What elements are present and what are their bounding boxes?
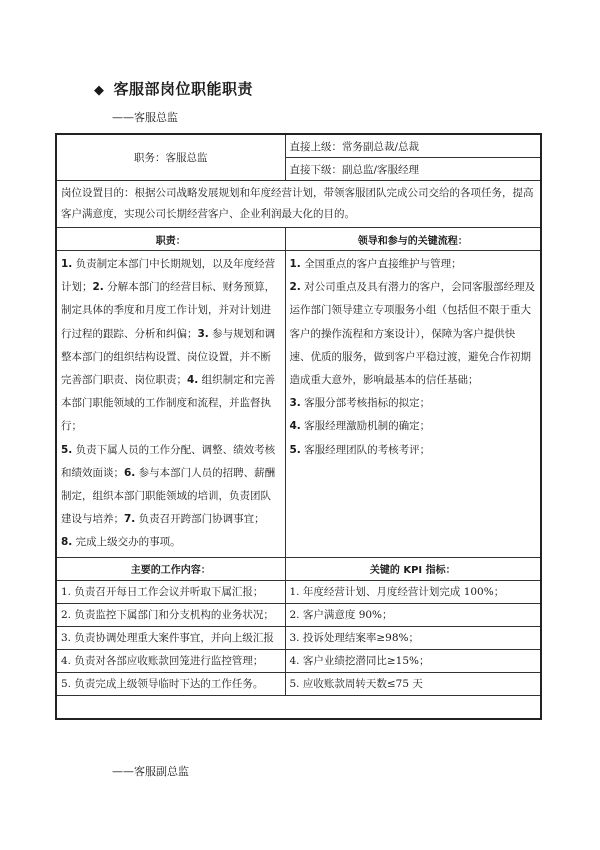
flow-text: 全国重点的客户直接维护与管理； <box>300 258 462 270</box>
work-item: 4. 负责对各部应收账款回笼进行监控管理； <box>56 649 285 672</box>
flow-item <box>290 392 537 415</box>
flow-number: 3. <box>289 397 301 410</box>
flow-text: 客服经理激励机制的确定； <box>300 420 431 433</box>
position-purpose: 岗位设置目的：根据公司战略发展规划和年度经营计划，带领客服团队完成公司交给的各项任务，提高客户满意度，实现公司长期经营客户、企业利润最大化的目的。 <box>56 181 541 228</box>
next-section-subtitle: ——客服副总监 <box>112 765 189 778</box>
duty-text: 组织制定和完善本部门职能领域的工作制度和流程，并监督执行； <box>61 374 276 433</box>
duty-text: 负责下属人员的工作分配、调整、绩效考核和绩效面谈； <box>61 443 276 479</box>
flow-item <box>290 415 537 438</box>
flow-text: 客服经理团队的考核考评； <box>300 443 431 456</box>
position-cell: 职务：客服总监 <box>56 134 285 181</box>
flow-item <box>290 439 537 462</box>
duty-number: 2. <box>92 281 104 294</box>
duty-text: 参与规划和调整本部门的组织结构设置、岗位设置，并不断完善部门职责、岗位职责； <box>61 327 276 387</box>
duties-header: 职责： <box>56 228 285 251</box>
flows-header: 领导和参与的关键流程： <box>285 228 541 251</box>
flow-number: 1. <box>289 258 301 270</box>
flow-number: 2. <box>289 281 301 294</box>
direct-superior-cell: 直接上级：常务副总裁/总裁 <box>285 134 541 158</box>
section-subtitle: ——客服总监 <box>112 111 178 124</box>
work-item: 1. 负责召开每日工作会议并听取下属汇报； <box>56 580 285 603</box>
duty-item <box>61 536 181 548</box>
kpi-item: 5. 应收账款周转天数≤75 天 <box>285 672 541 695</box>
kpi-item: 1. 年度经营计划、月度经营计划完成 100%； <box>285 580 541 603</box>
duty-number: 6. <box>124 466 136 479</box>
duty-number: 7. <box>124 513 136 526</box>
duty-text: 负责召开跨部门协调事宜； <box>135 513 265 526</box>
work-item: 2. 负责监控下属部门和分支机构的业务状况； <box>56 603 285 626</box>
duty-text: 分解本部门的经营目标、财务预算，制定具体的季度和月度工作计划，并对计划进行过程的跟踪、分析和纠偏； <box>61 281 276 340</box>
flow-number: 4. <box>289 420 301 433</box>
work-item: 3. 负责协调处理重大案件事宜，并向上级汇报 <box>56 626 285 649</box>
duty-number: 1. <box>61 258 73 270</box>
work-item: 5. 负责完成上级领导临时下达的工作任务。 <box>56 672 285 695</box>
direct-subordinate-cell: 直接下级：副总监/客服经理 <box>285 158 541 181</box>
duty-text: 负责制定本部门中长期规划，以及年度经营计划； <box>61 258 276 294</box>
diamond-bullet-icon: ◆ <box>94 83 105 98</box>
duty-text: 参与本部门人员的招聘、薪酬制定，组织本部门职能领域的培训，负责团队建设与培养； <box>61 466 276 526</box>
work-content-header: 主要的工作内容： <box>56 557 285 580</box>
kpi-header: 关键的 KPI 指标： <box>285 557 541 580</box>
duty-item <box>124 513 265 525</box>
job-description-table <box>55 133 542 720</box>
flows-cell <box>285 251 541 558</box>
duty-number: 4. <box>187 374 199 387</box>
page-title-text: 客服部岗位职能职责 <box>113 80 254 98</box>
duty-number: 8. <box>61 536 73 549</box>
flow-number: 5. <box>289 443 301 456</box>
duty-text: 完成上级交办的事项。 <box>72 536 181 549</box>
duties-list <box>61 253 281 555</box>
kpi-item: 2. 客户满意度 90%； <box>285 603 541 626</box>
empty-trailing-row <box>56 695 541 719</box>
kpi-item: 3. 投诉处理结案率≥98%； <box>285 626 541 649</box>
duty-number: 3. <box>197 327 209 340</box>
flow-text: 客服分部考核指标的拟定； <box>300 397 431 410</box>
flow-item <box>290 276 537 392</box>
duty-number: 5. <box>61 443 73 456</box>
page-title <box>94 78 253 99</box>
duties-cell <box>56 251 285 558</box>
flow-text: 对公司重点及具有潜力的客户，会同客服部经理及运作部门领导建立专项服务小组（包括但不限于重大客户的操作流程和方案设计），保障为客户提供快速、优质的服务，做到客户平稳过渡，避免合作初期造成重大意外，影响最基本的信任基础； <box>289 281 536 387</box>
kpi-item: 4. 客户业绩挖潜同比≥15%； <box>285 649 541 672</box>
flow-item <box>290 253 537 276</box>
